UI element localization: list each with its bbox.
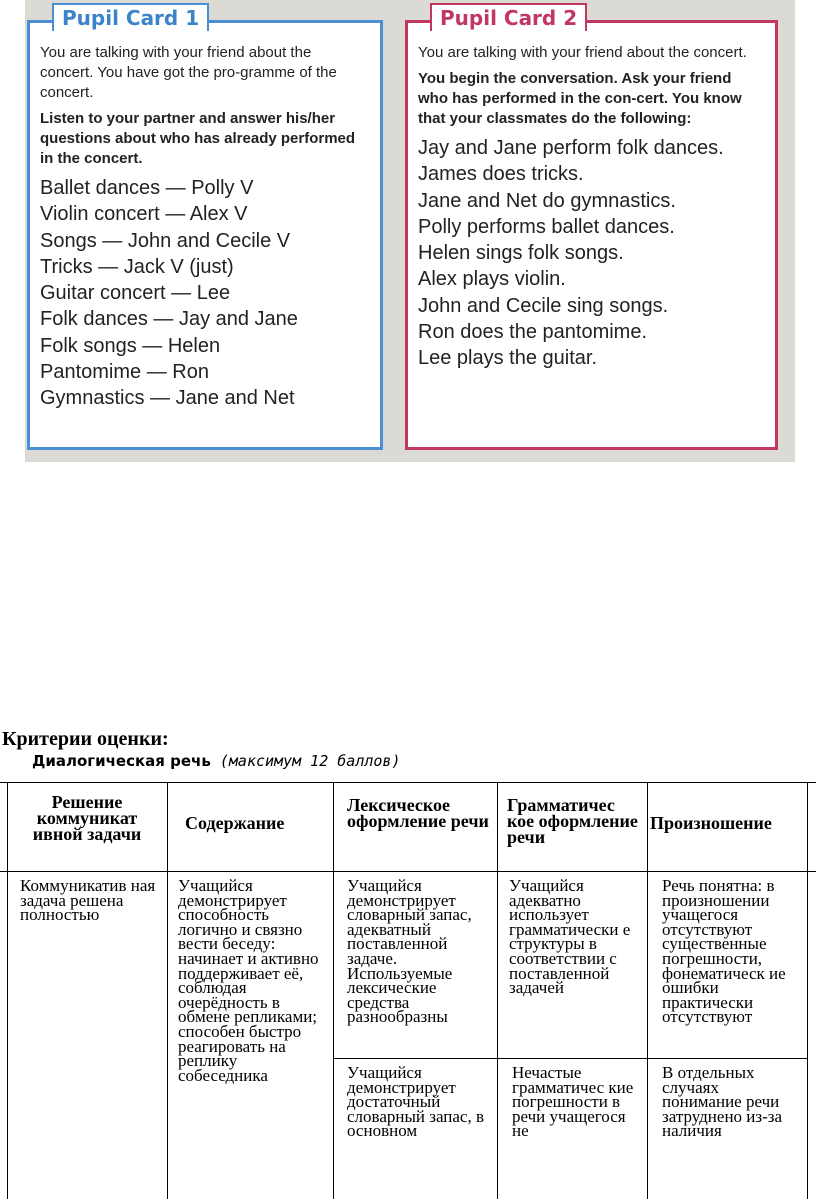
card-1-intro: You are talking with your friend about the concert. You have got the pro-gramme of the concert.: [40, 44, 337, 101]
card-2-activities-list: [418, 135, 767, 372]
criteria-subtitle: [32, 752, 401, 770]
card-2-task: You begin the conversation. Ask your friend who has performed in the con-cert. You know that your classmates do the following:: [418, 70, 742, 127]
table-border: [333, 1058, 807, 1059]
cell-grammar-row2: Нечастые грамматичес кие погрешности в речи учащегося не: [512, 1063, 634, 1141]
list-item: Folk songs — Helen: [40, 334, 221, 357]
criteria-title: Критерии оценки:: [2, 728, 169, 750]
list-item: Violin concert — Alex V: [40, 203, 248, 226]
list-item: Gymnastics — Jane and Net: [40, 387, 295, 410]
cell-lexical: Учащийся демонстрирует словарный запас, адекватный поставленной задаче. Используемые лексические средства разнообразны: [347, 876, 472, 1027]
cell-pronunciation: Речь понятна: в произношении учащегося отсутствуют существенные погрешности, фонематическ ие ошибки практически отсутствуют: [662, 876, 786, 1027]
card-1-task: Listen to your partner and answer his/her questions about who has already performed in the concert.: [40, 110, 356, 167]
pupil-card-2: [405, 6, 778, 450]
criteria-table: [0, 782, 816, 1199]
cell-task-solved: Коммуникатив ная задача решена полностью: [20, 876, 156, 925]
cell-grammar: Учащийся адекватно использует грамматически е структуры в соответствии с поставленной задачей: [509, 876, 631, 998]
list-item: Alex plays violin.: [418, 268, 566, 291]
table-border: [333, 782, 334, 1199]
list-item: Tricks — Jack V (just): [40, 255, 234, 278]
card-2-intro: You are talking with your friend about the concert.: [418, 44, 747, 61]
list-item: Guitar concert — Lee: [40, 282, 231, 305]
list-item: Ballet dances — Polly V: [40, 177, 254, 199]
card-1-programme-list: [40, 175, 372, 412]
textbook-scan: [25, 0, 795, 462]
cell-content: Учащийся демонстрирует способность логично и связно вести беседу: начинает и активно поддерживает её, соблюдая очерёдность в обмене репликами; способен быстро реагировать на реплику собеседника: [178, 876, 319, 1085]
list-item: Folk dances — Jay and Jane: [40, 308, 298, 331]
header-content: Содержание: [185, 813, 285, 833]
list-item: Pantomime — Ron: [40, 361, 209, 384]
card-1-title: Pupil Card 1: [52, 3, 209, 31]
list-item: Helen sings folk songs.: [418, 242, 624, 265]
table-border: [807, 782, 808, 1199]
header-lexical: Лексическое оформление речи: [347, 795, 489, 831]
list-item: James does tricks.: [418, 163, 584, 186]
criteria-subtitle-max: (максимум 12 баллов): [219, 752, 401, 770]
cell-lexical-row2: Учащийся демонстрирует достаточный словарный запас, в основном: [347, 1063, 484, 1141]
pupil-card-1: [27, 6, 383, 450]
list-item: Songs — John and Cecile V: [40, 229, 291, 252]
table-border: [0, 782, 816, 783]
table-border: [167, 782, 168, 1199]
cell-pronunciation-row2: В отдельных случаях понимание речи затруднено из-за наличия: [662, 1063, 783, 1141]
table-border: [0, 871, 816, 872]
header-communicative-task: Решение коммуникат ивной задачи: [32, 792, 142, 844]
table-border: [7, 782, 8, 1199]
card-2-title: Pupil Card 2: [430, 3, 587, 31]
list-item: John and Cecile sing songs.: [418, 294, 669, 317]
list-item: Ron does the pantomime.: [418, 321, 648, 344]
table-border: [647, 782, 648, 1199]
list-item: Jay and Jane perform folk dances.: [418, 137, 724, 159]
header-grammar: Грамматичес кое оформление речи: [507, 795, 638, 847]
list-item: Jane and Net do gymnastics.: [418, 189, 676, 212]
list-item: Lee plays the guitar.: [418, 347, 598, 370]
criteria-subtitle-label: Диалогическая речь: [32, 752, 211, 770]
table-border: [497, 782, 498, 1199]
header-pronunciation: Произношение: [650, 813, 772, 833]
list-item: Polly performs ballet dances.: [418, 215, 675, 238]
